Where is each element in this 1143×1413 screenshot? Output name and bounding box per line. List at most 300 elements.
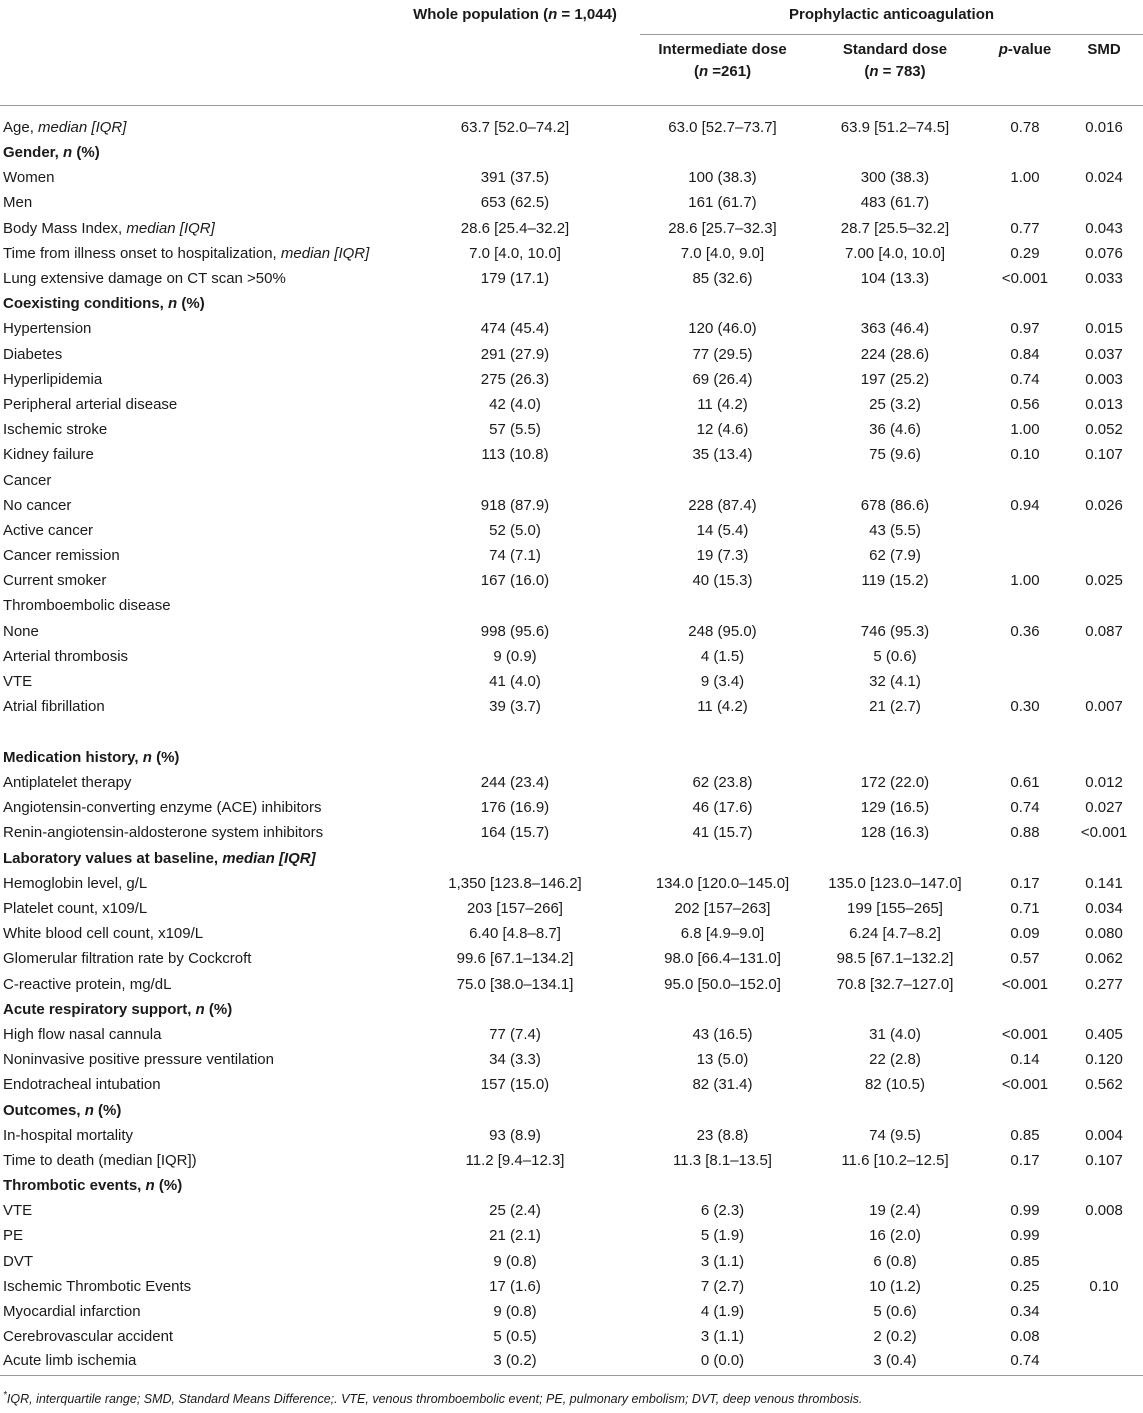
cell-standard-dose: 7.00 [4.0, 10.0] xyxy=(844,244,946,262)
cell-standard-dose: 197 (25.2) xyxy=(860,370,930,388)
row-label: Coexisting conditions, n (%) xyxy=(3,295,205,313)
cell-intermediate-dose xyxy=(640,846,805,871)
cell-p-value: <0.001 xyxy=(1001,270,1049,288)
row-label: Noninvasive positive pressure ventilation xyxy=(3,1051,274,1069)
cell-smd: 0.015 xyxy=(1085,320,1123,338)
cell-smd: 0.10 xyxy=(1089,1277,1119,1295)
row-label: Thromboembolic disease xyxy=(3,597,171,615)
cell-p-value: 0.17 xyxy=(1010,1151,1040,1169)
cell-intermediate-dose: 4 (1.9) xyxy=(700,1303,745,1321)
cell-standard-dose: 31 (4.0) xyxy=(869,1025,921,1043)
cell-whole-population: 918 (87.9) xyxy=(480,496,550,514)
cell-intermediate-dose: 100 (38.3) xyxy=(688,169,757,187)
cell-smd: 0.277 xyxy=(1085,975,1123,993)
cell-p-value: 0.25 xyxy=(1010,1277,1040,1295)
cell-intermediate-dose: 9 (3.4) xyxy=(700,673,745,691)
header-intermediate-dose: Intermediate dose (n =261) xyxy=(658,41,787,80)
cell-intermediate-dose: 3 (1.1) xyxy=(700,1328,745,1346)
cell-p-value: 0.88 xyxy=(1010,824,1040,842)
cell-p-value: 0.09 xyxy=(1010,925,1040,943)
cell-whole-population: 7.0 [4.0, 10.0] xyxy=(469,244,561,262)
table-row xyxy=(0,871,1143,896)
cell-standard-dose: 6 (0.8) xyxy=(873,1252,917,1270)
table-row xyxy=(0,544,1143,569)
cell-p-value xyxy=(985,468,1065,493)
cell-smd: 0.107 xyxy=(1085,1151,1123,1169)
cell-intermediate-dose: 62 (23.8) xyxy=(692,774,753,792)
cell-standard-dose: 483 (61.7) xyxy=(860,194,930,212)
cell-smd xyxy=(1065,594,1143,619)
row-label: Active cancer xyxy=(3,521,94,539)
row-label: White blood cell count, x109/L xyxy=(3,925,204,943)
cell-p-value: 0.57 xyxy=(1010,950,1040,968)
cell-standard-dose xyxy=(805,141,985,166)
cell-p-value xyxy=(985,997,1065,1022)
table-row xyxy=(0,569,1143,594)
cell-p-value: 0.85 xyxy=(1010,1126,1040,1144)
cell-whole-population: 21 (2.1) xyxy=(489,1227,541,1245)
cell-smd: 0.076 xyxy=(1085,244,1123,262)
section-header-row xyxy=(0,1098,1143,1123)
cell-intermediate-dose: 228 (87.4) xyxy=(688,496,757,514)
table-row xyxy=(0,1325,1143,1350)
cell-intermediate-dose xyxy=(640,292,805,317)
row-label: Cerebrovascular accident xyxy=(3,1328,174,1346)
table-row xyxy=(0,443,1143,468)
cell-p-value: 0.74 xyxy=(1010,1351,1040,1369)
cell-whole-population: 164 (15.7) xyxy=(480,824,550,842)
cell-intermediate-dose: 12 (4.6) xyxy=(696,421,749,439)
table-row xyxy=(0,947,1143,972)
cell-whole-population xyxy=(390,997,640,1022)
cell-whole-population: 244 (23.4) xyxy=(480,774,550,792)
cell-smd xyxy=(1065,468,1143,493)
cell-standard-dose: 16 (2.0) xyxy=(869,1227,921,1245)
header-smd: SMD xyxy=(1087,41,1121,58)
cell-intermediate-dose xyxy=(640,468,805,493)
table-row xyxy=(0,771,1143,796)
spacer-row xyxy=(0,720,1143,746)
cell-intermediate-dose: 98.0 [66.4–131.0] xyxy=(664,950,781,968)
cell-intermediate-dose: 69 (26.4) xyxy=(692,370,753,388)
row-label: PE xyxy=(3,1227,24,1245)
cell-smd xyxy=(1065,141,1143,166)
cell-whole-population: 167 (16.0) xyxy=(480,572,550,590)
cell-standard-dose: 135.0 [123.0–147.0] xyxy=(828,874,962,892)
cell-p-value: 0.36 xyxy=(1010,622,1040,640)
cell-standard-dose: 3 (0.4) xyxy=(873,1351,917,1369)
row-label: Time from illness onset to hospitalization, median [IQR] xyxy=(3,244,370,262)
row-label: High flow nasal cannula xyxy=(3,1025,162,1043)
cell-standard-dose: 21 (2.7) xyxy=(869,698,921,716)
cell-whole-population: 63.7 [52.0–74.2] xyxy=(460,119,570,137)
cell-standard-dose: 32 (4.1) xyxy=(869,673,921,691)
cell-smd: 0.004 xyxy=(1085,1126,1123,1144)
cell-smd: 0.120 xyxy=(1085,1051,1123,1069)
cell-p-value xyxy=(985,544,1065,569)
header-p-value: p-value xyxy=(998,41,1052,58)
table-row xyxy=(0,1224,1143,1249)
table-row xyxy=(0,821,1143,846)
cell-p-value: <0.001 xyxy=(1001,1076,1049,1094)
section-header-row xyxy=(0,745,1143,770)
cell-whole-population: 34 (3.3) xyxy=(489,1051,541,1069)
cell-intermediate-dose: 19 (7.3) xyxy=(696,547,749,565)
cell-smd: 0.012 xyxy=(1085,774,1123,792)
cell-standard-dose: 6.24 [4.7–8.2] xyxy=(849,925,941,943)
cell-whole-population: 57 (5.5) xyxy=(489,421,541,439)
row-label: VTE xyxy=(3,673,33,691)
table-body xyxy=(0,106,1143,1376)
section-header-row xyxy=(0,1174,1143,1199)
table-row xyxy=(0,619,1143,644)
table-row xyxy=(0,1148,1143,1173)
cell-standard-dose: 746 (95.3) xyxy=(860,622,930,640)
row-label: Thrombotic events, n (%) xyxy=(3,1177,183,1195)
cell-whole-population: 391 (37.5) xyxy=(480,169,550,187)
cell-standard-dose: 119 (15.2) xyxy=(861,572,929,590)
cell-p-value: 0.94 xyxy=(1010,496,1040,514)
cell-p-value xyxy=(985,846,1065,871)
table-row xyxy=(0,106,1143,141)
row-label: DVT xyxy=(3,1252,33,1270)
row-label: In-hospital mortality xyxy=(3,1126,134,1144)
cell-intermediate-dose: 0 (0.0) xyxy=(700,1351,745,1369)
table-row xyxy=(0,1022,1143,1047)
header-whole-population: Whole population (n = 1,044) xyxy=(413,6,617,23)
cell-intermediate-dose: 13 (5.0) xyxy=(696,1051,749,1069)
cell-p-value: 0.97 xyxy=(1010,320,1040,338)
table-row xyxy=(0,392,1143,417)
cell-standard-dose: 300 (38.3) xyxy=(860,169,930,187)
cell-whole-population xyxy=(390,292,640,317)
cell-standard-dose: 2 (0.2) xyxy=(873,1328,917,1346)
table-row xyxy=(0,1249,1143,1274)
cell-intermediate-dose: 11 (4.2) xyxy=(697,698,748,716)
cell-intermediate-dose: 202 [157–263] xyxy=(674,900,771,918)
cell-smd: 0.052 xyxy=(1085,421,1123,439)
cell-whole-population xyxy=(390,1174,640,1199)
section-header-row xyxy=(0,141,1143,166)
row-label: Hemoglobin level, g/L xyxy=(3,874,148,892)
cell-p-value: 0.84 xyxy=(1010,345,1040,363)
cell-whole-population: 998 (95.6) xyxy=(480,622,550,640)
cell-p-value: <0.001 xyxy=(1001,975,1049,993)
section-header-row xyxy=(0,292,1143,317)
cell-standard-dose: 36 (4.6) xyxy=(869,421,921,439)
table-row xyxy=(0,922,1143,947)
cell-whole-population: 39 (3.7) xyxy=(489,698,541,716)
table-row xyxy=(0,342,1143,367)
row-label: Men xyxy=(3,194,33,212)
cell-standard-dose: 128 (16.3) xyxy=(860,824,930,842)
cell-smd: 0.062 xyxy=(1085,950,1123,968)
cell-p-value xyxy=(985,191,1065,216)
cell-smd xyxy=(1065,292,1143,317)
cell-p-value xyxy=(985,644,1065,669)
row-label: Current smoker xyxy=(3,572,107,590)
cell-standard-dose xyxy=(805,1098,985,1123)
header-blank xyxy=(0,0,390,35)
cell-standard-dose: 19 (2.4) xyxy=(869,1202,921,1220)
cell-whole-population: 1,350 [123.8–146.2] xyxy=(448,874,582,892)
row-label: Acute respiratory support, n (%) xyxy=(3,1000,233,1018)
section-header-row xyxy=(0,997,1143,1022)
table-row xyxy=(0,669,1143,694)
cell-whole-population: 41 (4.0) xyxy=(489,673,541,691)
cell-standard-dose: 22 (2.8) xyxy=(869,1051,921,1069)
cell-whole-population: 3 (0.2) xyxy=(493,1351,537,1369)
cell-smd xyxy=(1065,997,1143,1022)
row-label: Diabetes xyxy=(3,345,63,363)
header-prophylactic-anticoagulation: Prophylactic anticoagulation xyxy=(640,0,1143,35)
cell-standard-dose: 28.7 [25.5–32.2] xyxy=(840,219,950,237)
cell-p-value xyxy=(985,141,1065,166)
cell-whole-population: 9 (0.9) xyxy=(493,647,537,665)
cell-intermediate-dose: 14 (5.4) xyxy=(696,521,749,539)
cell-smd: 0.008 xyxy=(1085,1202,1123,1220)
cell-whole-population: 157 (15.0) xyxy=(480,1076,550,1094)
cell-standard-dose: 129 (16.5) xyxy=(860,799,930,817)
table-row xyxy=(0,216,1143,241)
cell-whole-population: 52 (5.0) xyxy=(489,521,541,539)
row-label: Cancer xyxy=(3,471,52,489)
cell-p-value xyxy=(985,1098,1065,1123)
row-label: No cancer xyxy=(3,496,72,514)
table-row xyxy=(0,493,1143,518)
cell-standard-dose xyxy=(805,846,985,871)
cell-p-value: 0.17 xyxy=(1010,874,1040,892)
cell-p-value: 0.29 xyxy=(1010,244,1040,262)
row-label: Endotracheal intubation xyxy=(3,1076,161,1094)
cell-whole-population xyxy=(390,1098,640,1123)
cell-whole-population: 6.40 [4.8–8.7] xyxy=(469,925,561,943)
table-row xyxy=(0,644,1143,669)
cell-intermediate-dose xyxy=(640,745,805,770)
table-row xyxy=(0,1199,1143,1224)
cell-intermediate-dose: 7.0 [4.0, 9.0] xyxy=(680,244,765,262)
cell-smd xyxy=(1065,1098,1143,1123)
row-label: Women xyxy=(3,169,55,187)
cell-smd: 0.080 xyxy=(1085,925,1123,943)
cell-smd: 0.016 xyxy=(1085,119,1123,137)
cell-p-value: 0.77 xyxy=(1010,219,1040,237)
cell-smd xyxy=(1065,1299,1143,1324)
cell-p-value: 0.34 xyxy=(1010,1303,1040,1321)
table-row xyxy=(0,367,1143,392)
cell-intermediate-dose: 95.0 [50.0–152.0] xyxy=(664,975,781,993)
table-row xyxy=(0,695,1143,720)
cell-smd: 0.027 xyxy=(1085,799,1123,817)
cell-smd xyxy=(1065,846,1143,871)
row-label: C-reactive protein, mg/dL xyxy=(3,975,172,993)
cell-p-value: 0.85 xyxy=(1010,1252,1040,1270)
cell-p-value xyxy=(985,669,1065,694)
row-label: Peripheral arterial disease xyxy=(3,395,178,413)
cell-intermediate-dose: 46 (17.6) xyxy=(692,799,753,817)
table-row xyxy=(0,1048,1143,1073)
cell-smd xyxy=(1065,745,1143,770)
cell-intermediate-dose: 6 (2.3) xyxy=(700,1202,745,1220)
cell-standard-dose: 172 (22.0) xyxy=(860,774,930,792)
cell-p-value: 0.99 xyxy=(1010,1202,1040,1220)
row-label: Age, median [IQR] xyxy=(3,119,127,137)
row-label: VTE xyxy=(3,1202,33,1220)
cell-p-value: 0.99 xyxy=(1010,1227,1040,1245)
cell-p-value xyxy=(985,1174,1065,1199)
row-label: Hyperlipidemia xyxy=(3,370,103,388)
cell-intermediate-dose xyxy=(640,1098,805,1123)
table-row xyxy=(0,1123,1143,1148)
cell-whole-population: 28.6 [25.4–32.2] xyxy=(460,219,570,237)
cell-standard-dose xyxy=(805,468,985,493)
cell-smd: <0.001 xyxy=(1080,824,1128,842)
table-row xyxy=(0,241,1143,266)
cell-intermediate-dose: 28.6 [25.7–32.3] xyxy=(668,219,777,237)
cell-whole-population: 113 (10.8) xyxy=(481,446,549,464)
table-row xyxy=(0,191,1143,216)
row-label: Gender, n (%) xyxy=(3,144,100,162)
cell-smd: 0.043 xyxy=(1085,219,1123,237)
cell-p-value xyxy=(985,518,1065,543)
cell-intermediate-dose: 63.0 [52.7–73.7] xyxy=(668,119,777,137)
cell-smd xyxy=(1065,644,1143,669)
cell-intermediate-dose: 134.0 [120.0–145.0] xyxy=(655,874,790,892)
row-label: Glomerular filtration rate by Cockcroft xyxy=(3,950,252,968)
cell-smd xyxy=(1065,1224,1143,1249)
table-row xyxy=(0,166,1143,191)
table-row xyxy=(0,594,1143,619)
cell-smd: 0.087 xyxy=(1085,622,1123,640)
cell-p-value: 0.56 xyxy=(1010,395,1040,413)
cell-standard-dose: 98.5 [67.1–132.2] xyxy=(836,950,954,968)
cell-intermediate-dose: 3 (1.1) xyxy=(700,1252,745,1270)
cell-whole-population xyxy=(390,846,640,871)
table-row xyxy=(0,972,1143,997)
cell-smd xyxy=(1065,191,1143,216)
cell-p-value: 1.00 xyxy=(1010,169,1040,187)
cell-standard-dose: 199 [155–265] xyxy=(847,900,943,918)
cell-smd xyxy=(1065,1325,1143,1350)
cell-whole-population: 653 (62.5) xyxy=(480,194,550,212)
cell-standard-dose: 62 (7.9) xyxy=(869,547,921,565)
cell-whole-population: 176 (16.9) xyxy=(480,799,550,817)
cell-standard-dose xyxy=(805,594,985,619)
cell-p-value: 0.10 xyxy=(1010,446,1040,464)
row-label: Cancer remission xyxy=(3,547,120,565)
cell-p-value: <0.001 xyxy=(1001,1025,1049,1043)
cell-intermediate-dose: 5 (1.9) xyxy=(700,1227,745,1245)
cell-whole-population: 203 [157–266] xyxy=(467,900,563,918)
cell-standard-dose: 10 (1.2) xyxy=(869,1277,921,1295)
cell-standard-dose: 11.6 [10.2–12.5] xyxy=(841,1151,949,1169)
cell-p-value xyxy=(985,745,1065,770)
table-row xyxy=(0,418,1143,443)
cell-standard-dose xyxy=(805,745,985,770)
row-label: Ischemic stroke xyxy=(3,421,108,439)
cell-intermediate-dose xyxy=(640,1174,805,1199)
row-label: Body Mass Index, median [IQR] xyxy=(3,219,215,237)
cell-standard-dose: 25 (3.2) xyxy=(869,395,921,413)
cell-smd: 0.025 xyxy=(1085,572,1123,590)
row-label: Kidney failure xyxy=(3,446,94,464)
cell-whole-population xyxy=(390,141,640,166)
cell-smd: 0.141 xyxy=(1085,874,1123,892)
cell-intermediate-dose: 7 (2.7) xyxy=(700,1277,745,1295)
cell-whole-population xyxy=(390,745,640,770)
cell-p-value xyxy=(985,292,1065,317)
row-label: None xyxy=(3,622,39,640)
row-label: Arterial thrombosis xyxy=(3,647,129,665)
table-row xyxy=(0,1274,1143,1299)
cell-standard-dose xyxy=(805,1174,985,1199)
cell-intermediate-dose: 120 (46.0) xyxy=(688,320,757,338)
table-row xyxy=(0,796,1143,821)
cell-whole-population: 5 (0.5) xyxy=(493,1328,537,1346)
row-label: Antiplatelet therapy xyxy=(3,774,132,792)
row-label: Ischemic Thrombotic Events xyxy=(3,1277,192,1295)
row-label: Laboratory values at baseline, median [IQR] xyxy=(3,849,316,867)
table-row xyxy=(0,266,1143,291)
cell-p-value: 0.30 xyxy=(1010,698,1040,716)
cell-smd xyxy=(1065,1249,1143,1274)
row-label: Atrial fibrillation xyxy=(3,698,105,716)
row-label: Acute limb ischemia xyxy=(3,1351,137,1369)
cell-smd xyxy=(1065,1350,1143,1375)
cell-standard-dose xyxy=(805,292,985,317)
cell-intermediate-dose: 11 (4.2) xyxy=(697,395,748,413)
row-label: Myocardial infarction xyxy=(3,1303,141,1321)
cell-smd: 0.107 xyxy=(1085,446,1123,464)
cell-intermediate-dose: 41 (15.7) xyxy=(692,824,753,842)
cell-smd xyxy=(1065,669,1143,694)
cell-standard-dose: 63.9 [51.2–74.5] xyxy=(840,119,950,137)
cell-intermediate-dose: 40 (15.3) xyxy=(692,572,753,590)
cell-whole-population: 42 (4.0) xyxy=(489,395,541,413)
table-row xyxy=(0,468,1143,493)
cell-smd: 0.007 xyxy=(1085,698,1123,716)
cell-smd: 0.033 xyxy=(1085,270,1123,288)
cell-whole-population: 25 (2.4) xyxy=(489,1202,541,1220)
table-row xyxy=(0,1299,1143,1324)
cell-p-value: 1.00 xyxy=(1010,572,1040,590)
cell-standard-dose: 43 (5.5) xyxy=(869,521,921,539)
cell-whole-population: 77 (7.4) xyxy=(489,1025,541,1043)
cell-whole-population: 99.6 [67.1–134.2] xyxy=(456,950,574,968)
cell-smd: 0.405 xyxy=(1085,1025,1123,1043)
cell-intermediate-dose: 43 (16.5) xyxy=(692,1025,753,1043)
cell-whole-population: 75.0 [38.0–134.1] xyxy=(456,975,574,993)
cell-standard-dose: 224 (28.6) xyxy=(860,345,930,363)
cell-intermediate-dose xyxy=(640,141,805,166)
cell-intermediate-dose: 85 (32.6) xyxy=(692,270,753,288)
cell-whole-population: 474 (45.4) xyxy=(480,320,550,338)
cell-p-value xyxy=(985,594,1065,619)
cell-smd xyxy=(1065,518,1143,543)
cell-intermediate-dose: 82 (31.4) xyxy=(692,1076,753,1094)
cell-intermediate-dose: 4 (1.5) xyxy=(700,647,745,665)
cell-smd xyxy=(1065,544,1143,569)
cell-intermediate-dose: 77 (29.5) xyxy=(692,345,753,363)
table-row xyxy=(0,1350,1143,1375)
row-label: Platelet count, x109/L xyxy=(3,900,148,918)
cell-smd: 0.037 xyxy=(1085,345,1123,363)
row-label: Hypertension xyxy=(3,320,92,338)
cell-whole-population: 179 (17.1) xyxy=(480,270,550,288)
cell-p-value: 0.74 xyxy=(1010,799,1040,817)
cell-intermediate-dose xyxy=(640,594,805,619)
cell-intermediate-dose: 11.3 [8.1–13.5] xyxy=(673,1151,772,1169)
